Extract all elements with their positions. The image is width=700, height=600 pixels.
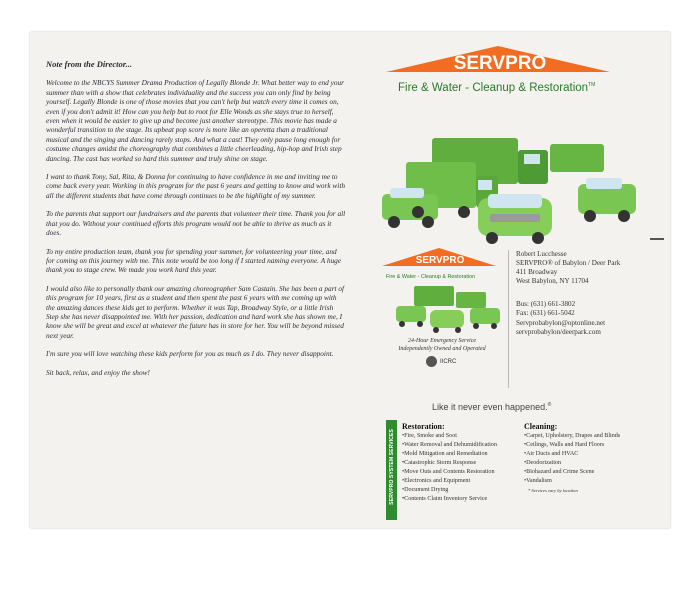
director-letter <box>46 60 346 386</box>
list-item: • Electronics and Equipment <box>402 477 522 486</box>
cleaning-list <box>524 432 664 486</box>
list-item: • Air Ducts and HVAC <box>524 450 664 459</box>
small-tagline: Fire & Water - Cleanup & Restoration <box>386 274 476 280</box>
cleaning-title: Cleaning: <box>524 422 558 431</box>
servpro-logo <box>382 44 614 104</box>
iicrc-label: IICRC <box>440 359 457 366</box>
restoration-column <box>402 422 522 504</box>
emergency-service-text <box>380 338 504 353</box>
list-item: • Water Removal and Dehumidification <box>402 441 522 450</box>
logo-brand-text: SERVPRO <box>453 53 547 74</box>
services-bar-label: SERVPRO SYSTEM SERVICES <box>389 429 395 505</box>
contact-fax: Fax: (631) 661-5042 <box>516 309 575 318</box>
scanned-document <box>30 32 670 528</box>
letter-paragraph-6: I'm sure you will love watching these kids perform for you as much as I do. They never disappoint. <box>46 349 334 359</box>
list-item: • Fire, Smoke and Soot <box>402 432 522 441</box>
contact-address-line2: West Babylon, NY 11704 <box>516 277 589 286</box>
cleaning-column <box>524 422 664 495</box>
list-item: • Vandalism <box>524 477 664 486</box>
services-footnote: * Services vary by location <box>528 488 578 493</box>
letter-paragraph-2: I want to thank Tony, Sal, Rita, & Donna for continuing to have confidence in me and inviting me to come back every year. Working in this program for the past 6 years and getting to know and work with all the different students that have come through continues to be the highlight of my summer. <box>46 172 346 200</box>
logo-small-brand-text: SERVPRO <box>415 255 465 266</box>
servpro-advertisement <box>376 38 666 524</box>
list-item: • Ceilings, Walls and Hard Floors <box>524 441 664 450</box>
list-item: • Document Drying <box>402 486 522 495</box>
letter-heading: Note from the Director... <box>46 59 132 69</box>
letter-paragraph-5: I would also like to personally thank our amazing choreographer Sam Castain. She has been a part of this program for 10 years, first as a student and then spent the past 6 years with me coming up with the amazing dances these kids get to perform. Whether it was Tap, Broadway Style, or a little Irish Step she has never disappointed me. With her passion, dedication and hard work she has shown me, I know she will be great and excel at whatever the future has in store for her. You will be beyond missed next year. <box>46 283 345 340</box>
servpro-vehicles-image-small <box>386 284 504 334</box>
list-item: • Move Outs and Contents Restoration <box>402 468 522 477</box>
emergency-line: 24-Hour Emergency Service <box>407 338 477 344</box>
logo-registered-mark: ® <box>558 53 563 59</box>
ownership-line: Independently Owned and Operated <box>398 345 486 352</box>
iicrc-seal-icon <box>426 356 437 367</box>
list-item: • Catastrophic Storm Response <box>402 459 522 468</box>
restoration-title: Restoration: <box>402 422 445 431</box>
tagline-text: Fire & Water - Cleanup & Restoration <box>398 82 589 94</box>
card-divider <box>508 250 509 388</box>
list-item: • Biohazard and Crime Scene <box>524 468 664 477</box>
business-card <box>376 246 666 396</box>
servpro-logo-small <box>380 246 498 276</box>
contact-phone: Bus: (631) 661-3802 <box>516 300 576 309</box>
list-item: • Deodorization <box>524 459 664 468</box>
slogan-text: Like it never even happened. <box>432 402 548 412</box>
restoration-list <box>402 432 522 504</box>
services-side-bar <box>386 420 397 520</box>
contact-info <box>516 250 666 337</box>
letter-paragraph-1: Welcome to the NBCYS Summer Drama Production of Legally Blonde Jr. What better way to end your summer than with a show that celebrates individuality and the success you can only find by being yourself. Legally Blonde is one of those movies that you can't help but watch every time it comes on, even if you don't admit it! How can you help but to root for Elle Woods as she stays true to herself, even when it would be easier to give up and become just another stereotype. This movie has made a wonderful transition to the stage. Its upbeat pop score is more like an operetta than a traditional musical and the singing and dancing rarely stops. And what a cast! They only pause long enough for costume changes amidst the choreography that combines a little cheerleading, hip-hop and Irish step dancing. The cast has worked so hard this summer and truly shine on stage. <box>46 78 344 163</box>
list-item: • Carpet, Upholstery, Drapes and Blinds <box>524 432 664 441</box>
divider-mark <box>650 238 664 240</box>
tagline-tm: TM <box>588 82 596 89</box>
tagline <box>398 82 595 94</box>
letter-paragraph-4: To my entire production team, thank you for spending your summer, for volunteering your time, and for coming on this journey with me. This note would be too long if I started naming everyone. A huge thank you to stage crew. We made you work hard this year. <box>46 246 342 275</box>
servpro-vehicles-image <box>378 132 640 248</box>
list-item: • Mold Mitigation and Remediation <box>402 450 522 459</box>
letter-paragraph-3: To the parents that support our fundraisers and the parents that volunteer their time. Thank you for all that you do. Without your continued efforts this program would not be able to thrive as much as it does. <box>46 209 346 238</box>
slogan-registered-mark: ® <box>547 402 552 408</box>
list-item: • Contents Claim Inventory Service <box>402 495 522 504</box>
contact-email: Servprobabylon@optonline.net <box>516 318 606 327</box>
contact-website: servprobabylon/deerpark.com <box>516 327 601 336</box>
services-panel <box>386 420 664 520</box>
iicrc-certification <box>426 356 456 367</box>
slogan <box>432 402 551 412</box>
contact-company: SERVPRO® of Babylon / Deer Park <box>516 259 621 268</box>
contact-address-line1: 411 Broadway <box>516 268 558 277</box>
letter-paragraph-7: Sit back, relax, and enjoy the show! <box>46 367 150 377</box>
contact-name: Robert Lucchesse <box>516 250 567 258</box>
